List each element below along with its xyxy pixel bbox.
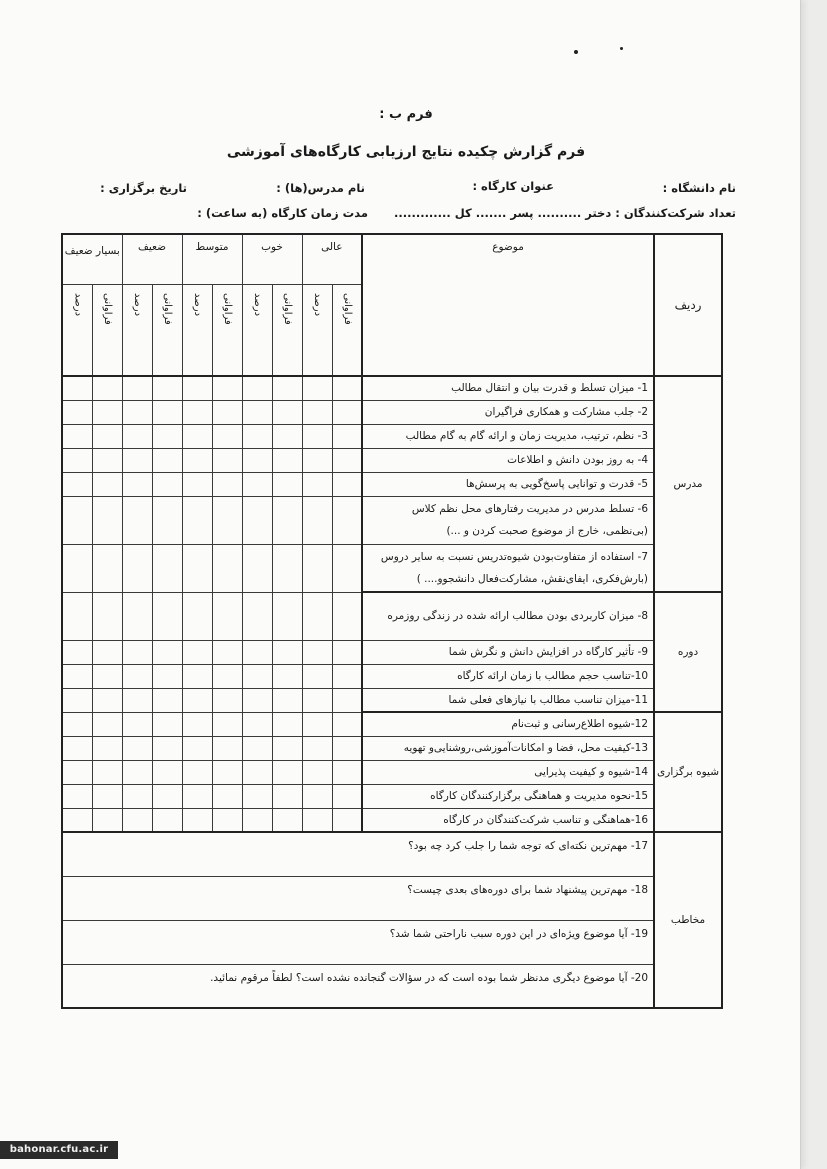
table-row xyxy=(62,808,722,832)
rating-cell[interactable] xyxy=(122,760,152,784)
rating-cell[interactable] xyxy=(272,736,302,760)
rating-cell[interactable] xyxy=(62,736,92,760)
rating-cell[interactable] xyxy=(182,400,212,424)
rating-cell[interactable] xyxy=(62,640,92,664)
table-row xyxy=(62,544,722,592)
rating-cell[interactable] xyxy=(62,592,92,640)
rating-cell[interactable] xyxy=(212,376,242,400)
rating-cell[interactable] xyxy=(302,640,332,664)
rating-cell[interactable] xyxy=(212,712,242,736)
rating-cell[interactable] xyxy=(272,424,302,448)
rating-cell[interactable] xyxy=(92,808,122,832)
rating-cell[interactable] xyxy=(212,688,242,712)
question-text: 3- نظم، ترتیب، مدیریت زمان و ارائه گام به گام مطالب xyxy=(362,424,654,448)
table-row xyxy=(62,784,722,808)
rating-cell[interactable] xyxy=(122,496,152,544)
rating-cell[interactable] xyxy=(272,544,302,592)
rating-cell[interactable] xyxy=(62,688,92,712)
section-title: دوره xyxy=(654,592,722,712)
rating-cell[interactable] xyxy=(332,808,362,832)
rating-cell[interactable] xyxy=(62,544,92,592)
question-text: 16-هماهنگی و تناسب شرکت‌کنندگان در کارگاه xyxy=(362,808,654,832)
rating-cell[interactable] xyxy=(302,424,332,448)
rating-cell[interactable] xyxy=(212,736,242,760)
rating-cell[interactable] xyxy=(62,808,92,832)
rating-cell[interactable] xyxy=(242,712,272,736)
rating-cell[interactable] xyxy=(152,664,182,688)
rating-cell[interactable] xyxy=(242,664,272,688)
rating-cell[interactable] xyxy=(152,472,182,496)
rating-cell[interactable] xyxy=(152,760,182,784)
rating-cell[interactable] xyxy=(152,640,182,664)
question-text: 12-شیوه اطلاع‌رسانی و ثبت‌نام xyxy=(362,712,654,736)
rating-cell[interactable] xyxy=(92,592,122,640)
rating-cell[interactable] xyxy=(122,784,152,808)
rating-cell[interactable] xyxy=(62,712,92,736)
rating-cell[interactable] xyxy=(62,664,92,688)
rating-cell[interactable] xyxy=(272,592,302,640)
rating-cell[interactable] xyxy=(62,472,92,496)
rating-cell[interactable] xyxy=(242,736,272,760)
rating-cell[interactable] xyxy=(152,688,182,712)
rating-cell[interactable] xyxy=(212,472,242,496)
rating-cell[interactable] xyxy=(62,784,92,808)
rating-cell[interactable] xyxy=(332,640,362,664)
question-text: 14-شیوه و کیفیت پذیرایی xyxy=(362,760,654,784)
rating-cell[interactable] xyxy=(242,592,272,640)
rating-cell[interactable] xyxy=(212,544,242,592)
rating-cell[interactable] xyxy=(242,472,272,496)
rating-cell[interactable] xyxy=(272,712,302,736)
rating-cell[interactable] xyxy=(182,688,212,712)
rating-cell[interactable] xyxy=(242,424,272,448)
rating-cell[interactable] xyxy=(182,640,212,664)
rating-cell[interactable] xyxy=(212,424,242,448)
rating-cell[interactable] xyxy=(122,664,152,688)
rating-cell[interactable] xyxy=(302,496,332,544)
rating-cell[interactable] xyxy=(92,736,122,760)
table-row xyxy=(62,472,722,496)
rating-cell[interactable] xyxy=(302,448,332,472)
duration-field: مدت زمان کارگاه (به ساعت) : xyxy=(197,206,368,220)
question-text: 1- میزان تسلط و قدرت بیان و انتقال مطالب xyxy=(362,376,654,400)
rating-weak: ضعیف xyxy=(122,234,182,284)
rating-cell[interactable] xyxy=(152,496,182,544)
rating-cell[interactable] xyxy=(332,496,362,544)
rating-cell[interactable] xyxy=(302,544,332,592)
rating-cell[interactable] xyxy=(212,808,242,832)
section-title: شیوه برگزاری xyxy=(654,712,722,832)
question-text: 9- تأثیر کارگاه در افزایش دانش و نگرش شما xyxy=(362,640,654,664)
sub-frequency: فراوانی xyxy=(222,292,234,325)
rating-cell[interactable] xyxy=(122,376,152,400)
rating-cell[interactable] xyxy=(272,376,302,400)
question-text: 4- به روز بودن دانش و اطلاعات xyxy=(362,448,654,472)
rating-cell[interactable] xyxy=(182,592,212,640)
rating-cell[interactable] xyxy=(242,496,272,544)
table-row xyxy=(62,400,722,424)
rating-cell[interactable] xyxy=(242,784,272,808)
rating-cell[interactable] xyxy=(272,448,302,472)
rating-cell[interactable] xyxy=(212,664,242,688)
rating-cell[interactable] xyxy=(302,472,332,496)
rating-cell[interactable] xyxy=(182,448,212,472)
rating-cell[interactable] xyxy=(62,376,92,400)
rating-cell[interactable] xyxy=(92,424,122,448)
question-text: 10-تناسب حجم مطالب با زمان ارائه کارگاه xyxy=(362,664,654,688)
rating-cell[interactable] xyxy=(302,400,332,424)
rating-cell[interactable] xyxy=(212,784,242,808)
question-text: 13-کیفیت محل، فضا و امکانات‌آموزشی،روشنایی‌و تهویه xyxy=(362,736,654,760)
rating-cell[interactable] xyxy=(182,712,212,736)
rating-cell[interactable] xyxy=(302,808,332,832)
rating-cell[interactable] xyxy=(242,808,272,832)
rating-cell[interactable] xyxy=(302,688,332,712)
sub-percent: درصد xyxy=(252,292,264,316)
table-row xyxy=(62,688,722,712)
question-text: 20- آیا موضوع دیگری مدنظر شما بوده است که در سؤالات گنجانده نشده است؟ لطفاً مرقوم نمائید. xyxy=(62,964,654,1008)
university-field: نام دانشگاه : xyxy=(662,181,736,195)
sub-frequency: فراوانی xyxy=(282,292,294,325)
rating-cell[interactable] xyxy=(122,424,152,448)
rating-cell[interactable] xyxy=(302,760,332,784)
rating-cell[interactable] xyxy=(152,400,182,424)
rating-cell[interactable] xyxy=(332,400,362,424)
evaluation-table xyxy=(61,233,723,1009)
question-text: 8- میزان کاربردی بودن مطالب ارائه شده در زندگی روزمره xyxy=(362,592,654,640)
rating-cell[interactable] xyxy=(152,448,182,472)
table-body xyxy=(62,234,722,1008)
rating-cell[interactable] xyxy=(332,712,362,736)
question-text: 18- مهم‌ترین پیشنهاد شما برای دوره‌های بعدی چیست؟ xyxy=(62,876,654,920)
sub-percent: درصد xyxy=(312,292,324,316)
rating-cell[interactable] xyxy=(92,376,122,400)
table-row xyxy=(62,876,722,920)
sub-frequency: فراوانی xyxy=(102,292,113,325)
rating-cell[interactable] xyxy=(122,448,152,472)
scan-speck xyxy=(574,50,578,54)
rating-cell[interactable] xyxy=(272,400,302,424)
question-text: 17- مهم‌ترین نکته‌ای که توجه شما را جلب کرد چه بود؟ xyxy=(62,832,654,876)
rating-cell[interactable] xyxy=(242,400,272,424)
rating-cell[interactable] xyxy=(242,376,272,400)
rating-cell[interactable] xyxy=(272,664,302,688)
rating-cell[interactable] xyxy=(122,712,152,736)
question-text: 11-میزان تناسب مطالب با نیازهای فعلی شما xyxy=(362,688,654,712)
rating-cell[interactable] xyxy=(92,712,122,736)
rating-cell[interactable] xyxy=(272,760,302,784)
rating-cell[interactable] xyxy=(62,400,92,424)
rating-cell[interactable] xyxy=(332,592,362,640)
rating-cell[interactable] xyxy=(242,544,272,592)
question-text: 2- جلب مشارکت و همکاری فراگیران xyxy=(362,400,654,424)
rating-cell[interactable] xyxy=(152,712,182,736)
table-row xyxy=(62,376,722,400)
table-row xyxy=(62,964,722,1008)
rating-cell[interactable] xyxy=(62,760,92,784)
rating-cell[interactable] xyxy=(182,664,212,688)
rating-cell[interactable] xyxy=(62,424,92,448)
rating-cell[interactable] xyxy=(212,640,242,664)
rating-cell[interactable] xyxy=(62,448,92,472)
rating-cell[interactable] xyxy=(62,496,92,544)
rating-cell[interactable] xyxy=(92,472,122,496)
question-text: 15-نحوه مدیریت و هماهنگی برگزارکنندگان کارگاه xyxy=(362,784,654,808)
table-row xyxy=(62,664,722,688)
rating-cell[interactable] xyxy=(92,640,122,664)
table-row xyxy=(62,640,722,664)
rating-cell[interactable] xyxy=(182,544,212,592)
rating-cell[interactable] xyxy=(122,688,152,712)
section-title: مدرس xyxy=(654,376,722,592)
rating-cell[interactable] xyxy=(272,496,302,544)
rating-cell[interactable] xyxy=(152,784,182,808)
rating-cell[interactable] xyxy=(212,592,242,640)
rating-cell[interactable] xyxy=(332,376,362,400)
table-row xyxy=(62,920,722,964)
rating-cell[interactable] xyxy=(332,664,362,688)
instructor-field: نام مدرس(ها) : xyxy=(276,181,365,195)
site-logo: bahonar.cfu.ac.ir xyxy=(0,1141,118,1159)
question-text: 6- تسلط مدرس در مدیریت رفتارهای محل نظم کلاس (بی‌نظمی، خارج از موضوع صحبت کردن و ...) xyxy=(362,496,654,544)
sub-frequency: فراوانی xyxy=(162,292,173,325)
rating-cell[interactable] xyxy=(332,784,362,808)
participants-field: تعداد شرکت‌کنندگان : دختر .......... پسر ....... کل ............. xyxy=(393,206,736,220)
row-header: ردیف xyxy=(654,234,722,376)
rating-cell[interactable] xyxy=(242,448,272,472)
rating-cell[interactable] xyxy=(332,448,362,472)
form-label: فرم ب : xyxy=(379,107,433,122)
rating-cell[interactable] xyxy=(122,592,152,640)
rating-cell[interactable] xyxy=(242,688,272,712)
table-row xyxy=(62,712,722,736)
rating-cell[interactable] xyxy=(122,808,152,832)
table-row xyxy=(62,592,722,640)
rating-cell[interactable] xyxy=(302,784,332,808)
rating-good: خوب xyxy=(242,234,302,284)
sub-percent: درصد xyxy=(192,292,203,316)
rating-cell[interactable] xyxy=(332,688,362,712)
section-title: مخاطب xyxy=(654,832,722,1008)
rating-cell[interactable] xyxy=(92,760,122,784)
question-text: 7- استفاده از متفاوت‌بودن شیوه‌تدریس نسبت به سایر دروس (بارش‌فکری، ایفای‌نقش، مشارکت‌فعال دانشجوو.... ) xyxy=(362,544,654,592)
rating-cell[interactable] xyxy=(122,400,152,424)
rating-cell[interactable] xyxy=(332,472,362,496)
rating-cell[interactable] xyxy=(182,760,212,784)
table-row xyxy=(62,760,722,784)
rating-cell[interactable] xyxy=(242,760,272,784)
table-row xyxy=(62,424,722,448)
rating-cell[interactable] xyxy=(152,736,182,760)
rating-cell[interactable] xyxy=(182,736,212,760)
rating-cell[interactable] xyxy=(152,808,182,832)
rating-cell[interactable] xyxy=(92,784,122,808)
rating-cell[interactable] xyxy=(92,688,122,712)
rating-cell[interactable] xyxy=(302,736,332,760)
rating-very-weak: بسیار ضعیف xyxy=(62,234,122,284)
rating-cell[interactable] xyxy=(302,376,332,400)
rating-cell[interactable] xyxy=(122,544,152,592)
rating-cell[interactable] xyxy=(212,496,242,544)
sub-frequency: فراوانی xyxy=(341,292,353,325)
rating-cell[interactable] xyxy=(182,472,212,496)
rating-cell[interactable] xyxy=(332,736,362,760)
rating-cell[interactable] xyxy=(182,808,212,832)
rating-cell[interactable] xyxy=(152,592,182,640)
rating-cell[interactable] xyxy=(92,448,122,472)
workshop-title-field: عنوان کارگاه : xyxy=(472,179,554,193)
topic-header: موضوع xyxy=(362,234,654,376)
rating-cell[interactable] xyxy=(212,400,242,424)
rating-cell[interactable] xyxy=(182,424,212,448)
rating-average: متوسط xyxy=(182,234,242,284)
rating-cell[interactable] xyxy=(302,664,332,688)
rating-cell[interactable] xyxy=(92,664,122,688)
question-text: 5- قدرت و توانایی پاسخ‌گویی به پرسش‌ها xyxy=(362,472,654,496)
question-text: 19- آیا موضوع ویژه‌ای در این دوره سبب ناراحتی شما شد؟ xyxy=(62,920,654,964)
rating-cell[interactable] xyxy=(272,640,302,664)
rating-cell[interactable] xyxy=(152,544,182,592)
rating-excellent: عالی xyxy=(302,234,362,284)
rating-cell[interactable] xyxy=(152,376,182,400)
rating-cell[interactable] xyxy=(182,496,212,544)
rating-cell[interactable] xyxy=(92,544,122,592)
rating-cell[interactable] xyxy=(182,784,212,808)
rating-cell[interactable] xyxy=(272,688,302,712)
rating-cell[interactable] xyxy=(212,760,242,784)
rating-cell[interactable] xyxy=(332,424,362,448)
scan-speck xyxy=(620,47,623,50)
table-row xyxy=(62,496,722,544)
rating-cell[interactable] xyxy=(332,760,362,784)
rating-cell[interactable] xyxy=(332,544,362,592)
table-row xyxy=(62,832,722,876)
rating-cell[interactable] xyxy=(122,472,152,496)
rating-cell[interactable] xyxy=(272,472,302,496)
rating-cell[interactable] xyxy=(122,640,152,664)
rating-cell[interactable] xyxy=(212,448,242,472)
rating-cell[interactable] xyxy=(92,496,122,544)
rating-cell[interactable] xyxy=(302,592,332,640)
rating-cell[interactable] xyxy=(272,808,302,832)
rating-cell[interactable] xyxy=(272,784,302,808)
form-title: فرم گزارش چکیده نتایج ارزیابی کارگاه‌های آموزشی xyxy=(226,144,586,160)
sub-percent: درصد xyxy=(132,292,143,316)
date-field: تاریخ برگزاری : xyxy=(100,181,187,195)
table-row xyxy=(62,736,722,760)
table-row xyxy=(62,448,722,472)
sub-percent: درصد xyxy=(72,292,84,316)
rating-cell[interactable] xyxy=(182,376,212,400)
rating-cell[interactable] xyxy=(242,640,272,664)
rating-cell[interactable] xyxy=(302,712,332,736)
rating-cell[interactable] xyxy=(122,736,152,760)
rating-cell[interactable] xyxy=(152,424,182,448)
rating-cell[interactable] xyxy=(92,400,122,424)
